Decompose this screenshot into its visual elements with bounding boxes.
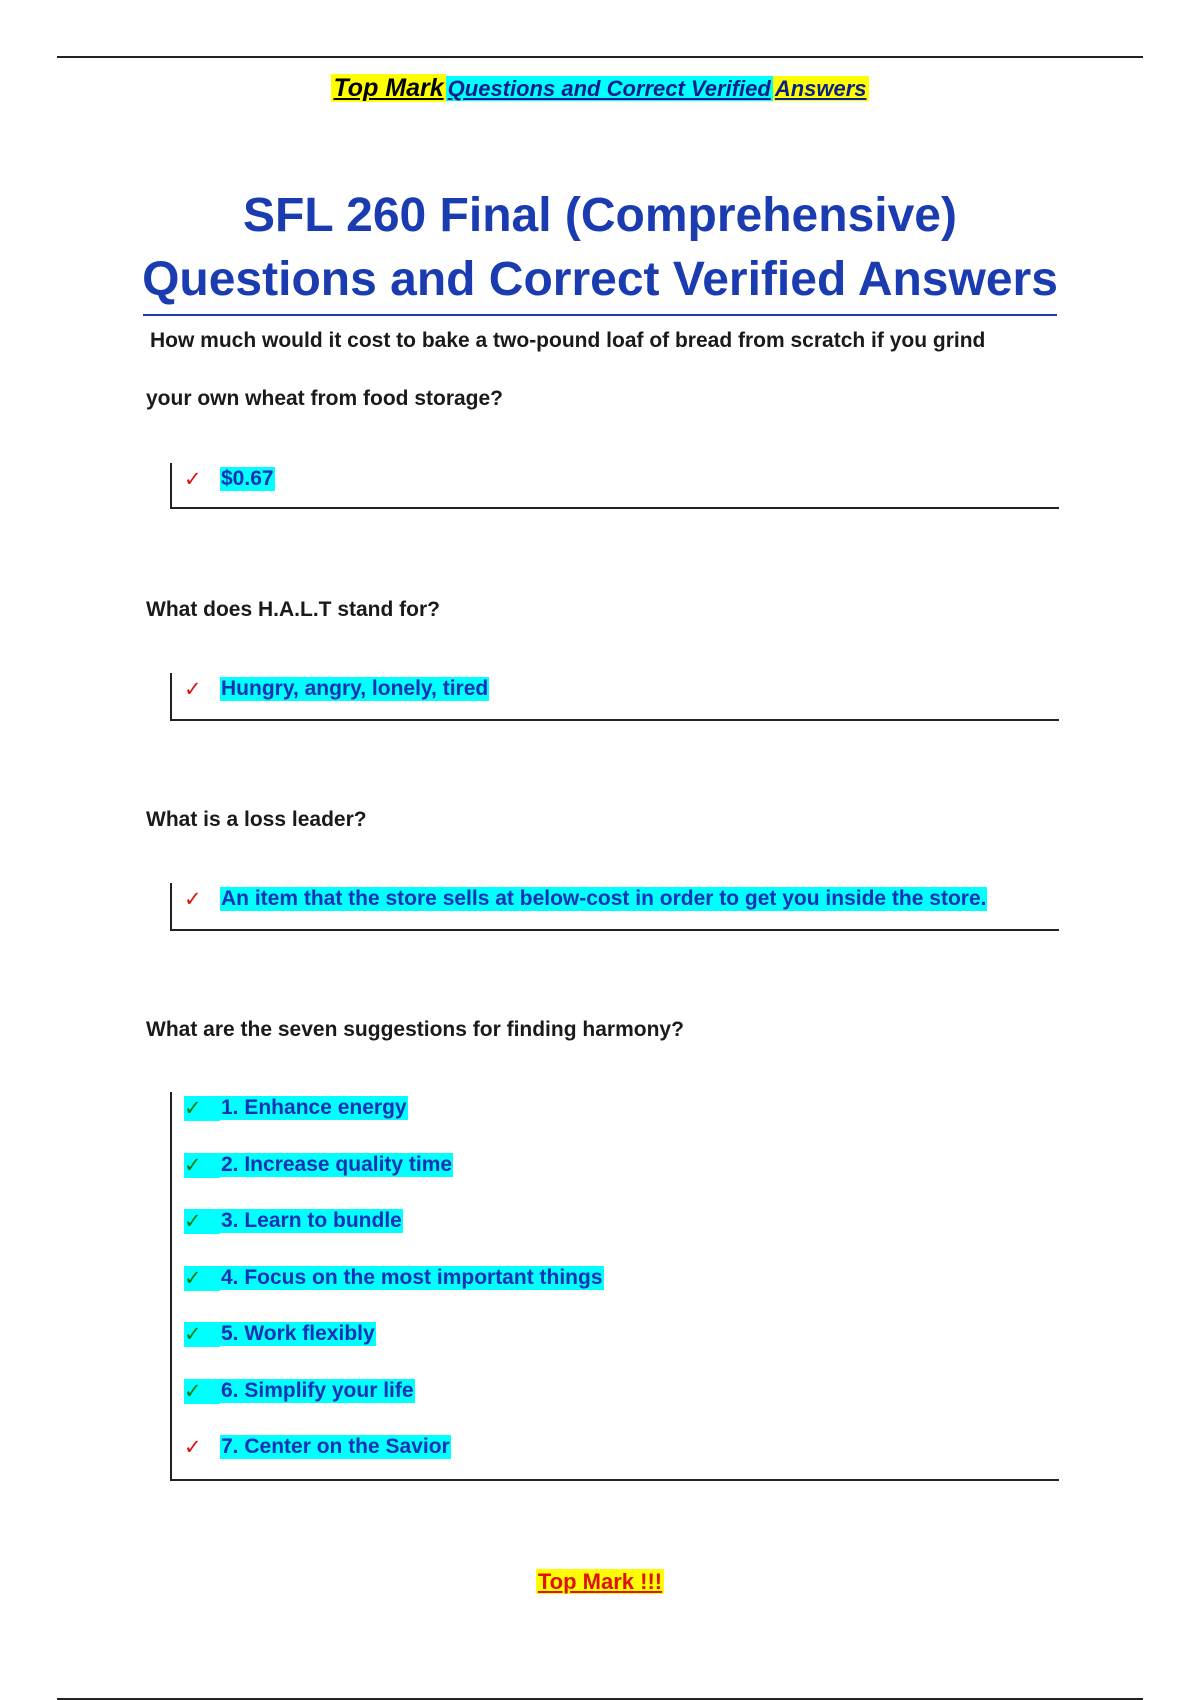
check-icon: ✓ xyxy=(184,1266,220,1291)
header-answers: Answers xyxy=(774,76,867,101)
title-line-2: Questions and Correct Verified Answers xyxy=(142,253,1058,306)
answer-text: 5. Work flexibly xyxy=(221,1322,375,1345)
footer-top-mark: Top Mark !!! xyxy=(537,1569,663,1594)
answer-row xyxy=(184,1375,415,1407)
check-icon: ✓ xyxy=(184,1322,220,1347)
title-underline xyxy=(143,314,1057,316)
question-1 xyxy=(146,326,985,414)
check-icon: ✓ xyxy=(184,1379,220,1404)
title-line-1: SFL 260 Final (Comprehensive) xyxy=(243,189,957,242)
question-4 xyxy=(146,1015,684,1045)
answer-text: 6. Simplify your life xyxy=(221,1379,414,1402)
check-icon: ✓ xyxy=(184,677,202,701)
page-footer xyxy=(0,1569,1200,1595)
check-icon: ✓ xyxy=(184,887,202,911)
answer-text: $0.67 xyxy=(221,467,274,490)
answer-box-4 xyxy=(170,1092,1059,1481)
answer-box-1 xyxy=(170,463,1059,509)
answer-box-3 xyxy=(170,883,1059,931)
question-4-text: What are the seven suggestions for finding harmony? xyxy=(146,1018,684,1041)
answer-row xyxy=(184,1092,408,1124)
answer-text: 7. Center on the Savior xyxy=(221,1435,450,1458)
check-icon: ✓ xyxy=(184,1153,220,1178)
page-header xyxy=(0,74,1200,103)
answer-text: Hungry, angry, lonely, tired xyxy=(221,677,489,700)
answer-box-2 xyxy=(170,673,1059,721)
answer-text: 3. Learn to bundle xyxy=(221,1209,402,1232)
question-3-text: What is a loss leader? xyxy=(146,808,367,831)
answer-text: An item that the store sells at below-cost in order to get you inside the store. xyxy=(221,887,987,910)
answer-text: 1. Enhance energy xyxy=(221,1096,407,1119)
check-icon: ✓ xyxy=(184,1435,202,1459)
header-middle: Questions and Correct Verified xyxy=(447,76,771,101)
top-rule xyxy=(57,56,1143,58)
answer-text: 4. Focus on the most important things xyxy=(221,1266,603,1289)
answer-row xyxy=(184,463,275,495)
answer-row xyxy=(184,1149,453,1181)
answer-row xyxy=(184,883,987,915)
question-1-line-1: How much would it cost to bake a two-pound loaf of bread from scratch if you grind xyxy=(150,329,986,352)
answer-row xyxy=(184,673,489,705)
question-2-text: What does H.A.L.T stand for? xyxy=(146,598,440,621)
answer-row xyxy=(184,1431,451,1463)
question-2 xyxy=(146,595,440,625)
document-title xyxy=(140,184,1060,312)
header-top-mark: Top Mark xyxy=(333,74,444,102)
check-icon: ✓ xyxy=(184,1209,220,1234)
answer-row xyxy=(184,1262,604,1294)
question-1-line-2: your own wheat from food storage? xyxy=(146,387,504,410)
answer-row xyxy=(184,1318,376,1350)
question-3 xyxy=(146,805,367,835)
check-icon: ✓ xyxy=(184,467,202,491)
answer-text: 2. Increase quality time xyxy=(221,1153,453,1176)
check-icon: ✓ xyxy=(184,1096,220,1121)
answer-row xyxy=(184,1205,403,1237)
